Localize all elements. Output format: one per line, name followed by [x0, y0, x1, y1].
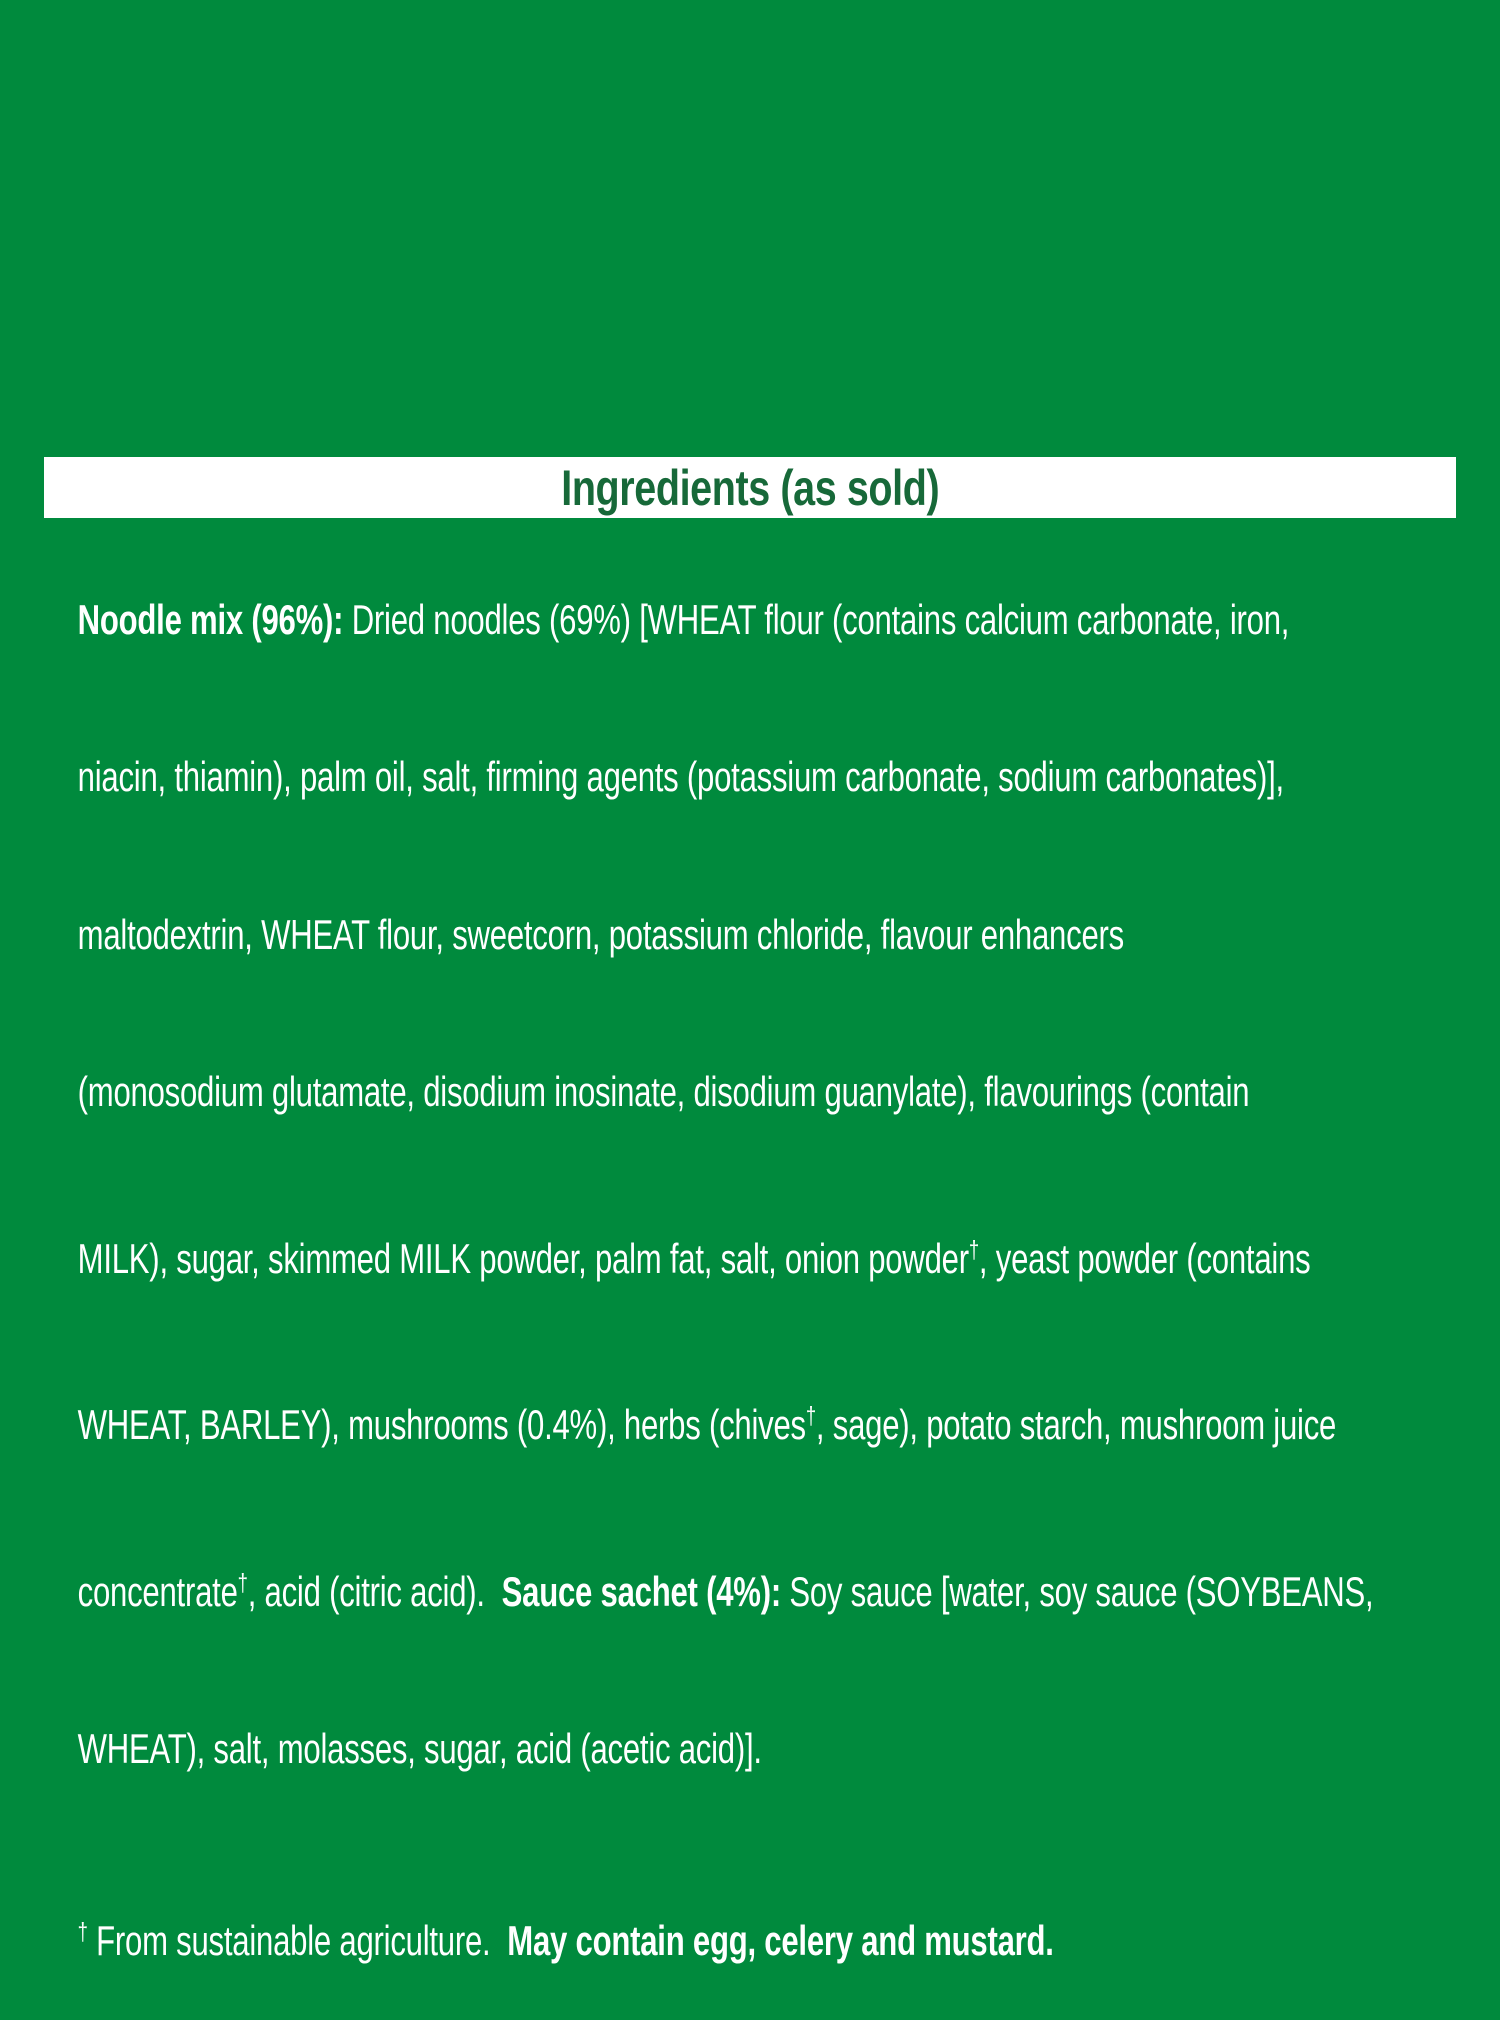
- dagger-superscript: †: [805, 1402, 816, 1430]
- text-segment: concentrate: [77, 1567, 238, 1615]
- ingredients-line-5: [44, 1171, 1311, 1338]
- text-segment: maltodextrin, WHEAT flour, sweetcorn, potassium chloride, flavour enhancers: [77, 910, 1124, 958]
- text-segment: niacin, thiamin), palm oil, salt, firming agents (potassium carbonate, sodium carbonates)],: [77, 753, 1284, 800]
- text-segment: WHEAT), salt, molasses, sugar, acid (acetic acid)].: [77, 1725, 762, 1772]
- sustainability-footnote: [44, 1853, 1089, 2020]
- ingredients-line-4: [44, 1014, 1250, 1172]
- dagger-superscript: †: [237, 1568, 248, 1597]
- ingredients-line-2: [44, 699, 1284, 857]
- ingredients-line-7: [44, 1504, 1374, 1671]
- text-segment: , acid (citric acid).: [247, 1567, 502, 1615]
- text-segment: , yeast powder (contains: [978, 1234, 1311, 1282]
- dagger-superscript: †: [77, 1917, 88, 1946]
- ingredients-text-block: [44, 541, 1456, 2020]
- dagger-superscript: †: [968, 1235, 979, 1264]
- ingredients-line-3: [44, 856, 1124, 1014]
- ingredients-header-title: Ingredients (as sold): [561, 459, 939, 516]
- ingredients-header-bar: [44, 457, 1456, 518]
- text-segment: MILK), sugar, skimmed MILK powder, palm fat, salt, onion powder: [77, 1234, 969, 1282]
- text-segment: Dried noodles (69%) [WHEAT flour (contains calcium carbonate, iron,: [351, 595, 1290, 643]
- text-segment: WHEAT, BARLEY), mushrooms (0.4%), herbs (chives: [77, 1401, 806, 1448]
- footnote-text: From sustainable agriculture.: [87, 1916, 508, 1964]
- sauce-sachet-heading: Sauce sachet (4%):: [501, 1567, 790, 1615]
- text-segment: Soy sauce [water, soy sauce (SOYBEANS,: [789, 1567, 1374, 1615]
- noodle-mix-heading: Noodle mix (96%):: [77, 595, 352, 643]
- ingredients-line-1: [44, 541, 1290, 699]
- allergen-warning: May contain egg, celery and mustard.: [507, 1916, 1054, 1964]
- ingredients-line-6: [44, 1338, 1337, 1505]
- text-segment: , sage), potato starch, mushroom juice: [815, 1401, 1337, 1448]
- ingredients-line-8: [44, 1671, 1089, 1829]
- text-segment: (monosodium glutamate, disodium inosinate, disodium guanylate), flavourings (contain: [77, 1068, 1250, 1115]
